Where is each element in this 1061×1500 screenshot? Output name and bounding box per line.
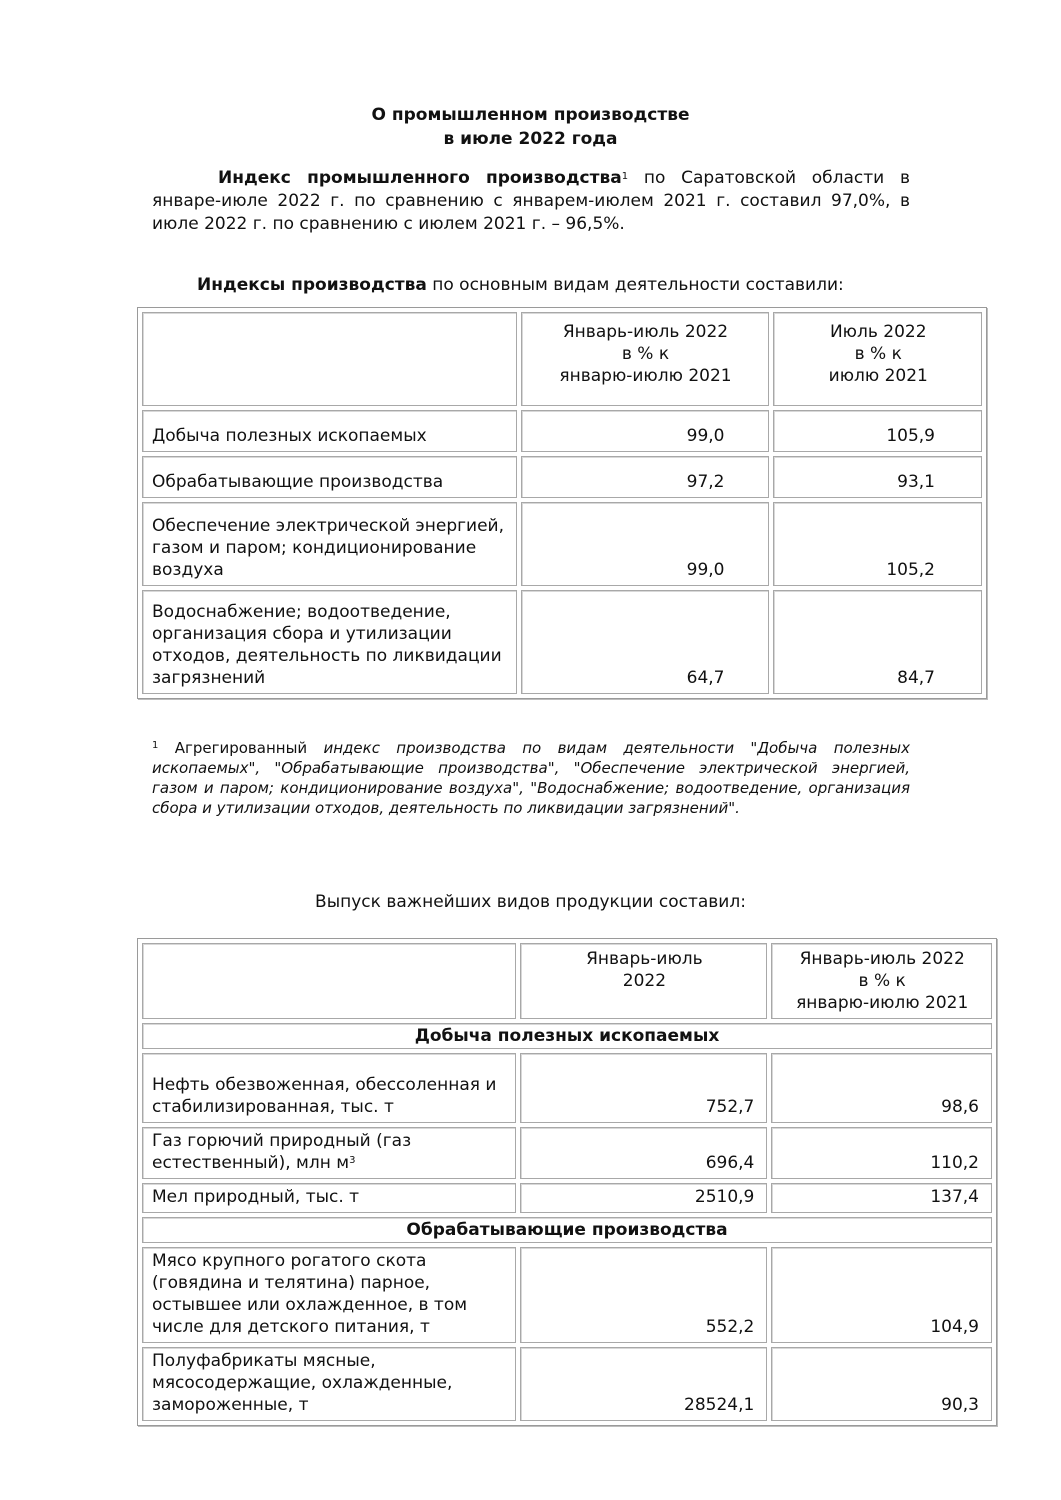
row-value-jan-jul: 64,7	[521, 590, 770, 694]
intro-text: по Саратовской области в январе-июле 2022 г. по сравнению с январем-июлем 2021 г. составил 97,0%, в июле 2022 г. по сравнению с июлем 2021 г. – 96,5%.	[152, 168, 911, 234]
row-label: Обрабатывающие производства	[142, 456, 517, 498]
header-jan-jul-2022: Январь-июль 2022	[520, 943, 767, 1019]
row-label: Добыча полезных ископаемых	[142, 410, 517, 452]
row-value-jan-jul: 97,2	[521, 456, 770, 498]
table-row	[142, 1127, 992, 1179]
output-table	[137, 938, 997, 1426]
indices-table	[137, 307, 987, 699]
table-row	[142, 1053, 992, 1123]
table-row	[142, 1183, 992, 1213]
row-value-volume: 752,7	[520, 1053, 767, 1123]
footnote	[152, 738, 910, 818]
table-row	[142, 1347, 992, 1421]
section-mining: Добыча полезных ископаемых	[142, 1023, 992, 1049]
footnote-text: индекс производства по видам деятельности "Добыча полезных ископаемых", "Обрабатывающие производства", "Обеспечение электрической энергией, газом и паром; кондиционирование воздуха", "Водоснабжение; водоотведение, организация сбора и утилизации отходов, деятельность по ликвидации загрязнений".	[152, 739, 910, 817]
row-value-jul: 84,7	[773, 590, 982, 694]
table-header-row	[142, 943, 992, 1019]
row-value-jan-jul: 99,0	[521, 502, 770, 586]
row-value-percent: 137,4	[771, 1183, 992, 1213]
row-value-percent: 104,9	[771, 1247, 992, 1343]
row-label: Полуфабрикаты мясные, мясосодержащие, охлажденные, замороженные, т	[142, 1347, 516, 1421]
row-value-jul: 93,1	[773, 456, 982, 498]
table-row	[142, 1247, 992, 1343]
header-percent-2021: Январь-июль 2022 в % к январю-июлю 2021	[771, 943, 992, 1019]
section-row	[142, 1023, 992, 1049]
row-value-jul: 105,9	[773, 410, 982, 452]
row-value-volume: 2510,9	[520, 1183, 767, 1213]
output-caption: Выпуск важнейших видов продукции составил:	[315, 892, 746, 912]
header-jul-2022: Июль 2022 в % к июлю 2021	[773, 312, 982, 406]
indices-caption	[197, 274, 844, 296]
table-row	[142, 456, 982, 498]
row-label: Газ горючий природный (газ естественный), млн $м^3$	[142, 1127, 516, 1179]
table-row	[142, 410, 982, 452]
table-header-row	[142, 312, 982, 406]
row-value-percent: 110,2	[771, 1127, 992, 1179]
row-value-volume: 696,4	[520, 1127, 767, 1179]
row-value-percent: 90,3	[771, 1347, 992, 1421]
row-value-jan-jul: 99,0	[521, 410, 770, 452]
intro-bold-term: Индекс промышленного производства	[218, 168, 622, 188]
footnote-mark: 1	[621, 171, 629, 182]
row-label: Мясо крупного рогатого скота (говядина и телятина) парное, остывшее или охлажденное, в том числе для детского питания, т	[142, 1247, 516, 1343]
row-label: Водоснабжение; водоотведение, организация сбора и утилизации отходов, деятельность по ликвидации загрязнений	[142, 590, 517, 694]
intro-paragraph	[152, 167, 910, 236]
header-empty-cell	[142, 943, 516, 1019]
title-line-2: в июле 2022 года	[443, 129, 618, 149]
section-row	[142, 1217, 992, 1243]
page-title	[0, 103, 1061, 151]
row-value-jul: 105,2	[773, 502, 982, 586]
section-manufacturing: Обрабатывающие производства	[142, 1217, 992, 1243]
indices-caption-bold: Индексы производства	[197, 275, 427, 295]
indices-caption-rest: по основным видам деятельности составили:	[426, 275, 844, 295]
header-jan-jul-2022: Январь-июль 2022 в % к январю-июлю 2021	[521, 312, 770, 406]
row-label: Нефть обезвоженная, обессоленная и стабилизированная, тыс. т	[142, 1053, 516, 1123]
header-empty-cell	[142, 312, 517, 406]
table-row	[142, 590, 982, 694]
row-value-percent: 98,6	[771, 1053, 992, 1123]
footnote-lead: Агрегированный	[158, 739, 324, 757]
table-row	[142, 502, 982, 586]
row-value-volume: 552,2	[520, 1247, 767, 1343]
title-line-1: О промышленном производстве	[371, 105, 690, 125]
row-label: Обеспечение электрической энергией, газом и паром; кондиционирование воздуха	[142, 502, 517, 586]
footnote-number: 1	[152, 740, 159, 751]
row-label: Мел природный, тыс. т	[142, 1183, 516, 1213]
row-value-volume: 28524,1	[520, 1347, 767, 1421]
